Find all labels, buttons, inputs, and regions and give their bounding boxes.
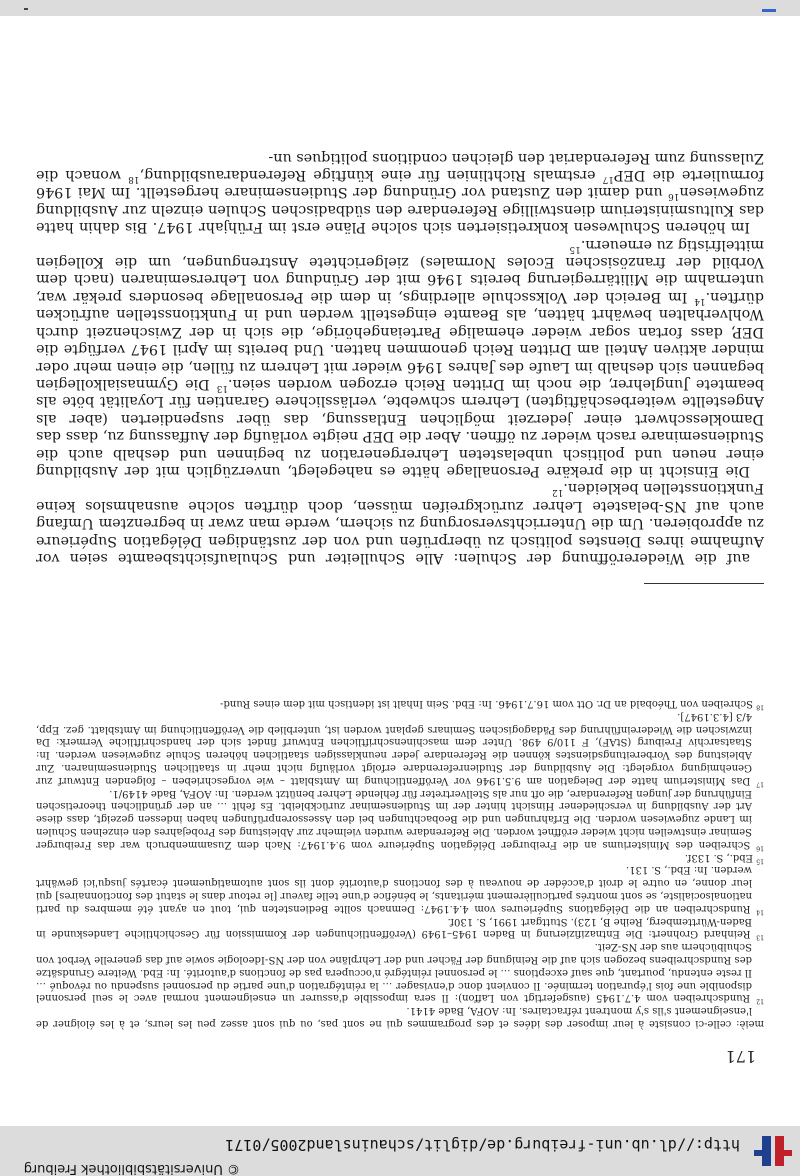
footnote-text: Das Ministerium hatte der Delegation am 9.5.1946 vor Veröffentlichung im Amtsblatt – wie vorgeschrieben – folgenden Entwurf zur Genehmigung vorgelegt: Die Ausbildung der Studienreferendare erfolgt vorläufig nicht mehr in staatlichen Studienseminaren. Zur Ableistung des Vorbereitungsdienstes können die Referendare jeder neunklassigen staatlichen höheren Schule zugewiesen werden. In: Staatsarchiv Freiburg (StAF), F 110/9 498. Unter dem maschinenschriftlichen Entwurf findet sich der handschriftliche Vermerk: Da inzwischen die Wiedereinführung des Pädagogischen Seminars geplant worden ist, unterblieb die Veröffentlichung im Amtsblatt. gez. Epp, 4/3 [4.3.1947].	[36, 710, 752, 786]
footnote	[36, 863, 764, 916]
paragraph-text: auf die Wiedereröffnung der Schulen: Alle Schulleiter und Schulaufsichtsbeamte seien vor Aufnahme ihres Dienstes politisch zu überprüfen und von der zuständigen Délégation Supérieure zu approbieren. Um die Unterrichtsversorgung zu sichern, werde man zwar in begrenztem Umfang auch auf NS-belastete Lehrer zurückgreifen müssen, doch dürften solche ausnahmslos keine Funktionsstellen bekleiden.	[36, 480, 764, 566]
footnote-text: Schreiben des Ministeriums an die Freiburger Délégation Supérieure vom 9.4.1947: Nach dem Zusammenbruch war das Freiburger Seminar einstweilen nicht wieder eröffnet worden. Die Referendare wurden vielmehr zur Ableistung des Probejahres den einzelnen Schulen im Lande zugewiesen worden. Die Erfahrungen und die Beobachtungen bei den Assessorenprüfungen haben indessen gezeigt, dass diese Art der Ausbildung in verschiedener Hinsicht hinter der im Studienseminar zurückbleibt. Es fehlt … an der gründlichen theoretischen Einführung der jungen Referendare, die oft nur als Stellvertreter für fehlende Lehrer benützt werden. In: AOFA, Bade 4149/1.	[36, 787, 752, 850]
footnote-separator	[644, 583, 764, 584]
viewer-footer	[0, 0, 800, 16]
footnote	[36, 850, 764, 864]
footnote-number: 13	[756, 933, 764, 941]
paragraph-text: erstmals Richtlinien für eine künftige Referendarausbildung,	[139, 167, 603, 184]
footnote-ref: 17	[602, 173, 614, 184]
footnote	[36, 696, 764, 711]
footnote-number: 17	[756, 780, 764, 788]
paragraph-text: Im Bereich der Volksschule allerdings, in dem die Personallage besonders prekär war, unternahm die Militärregierung bereits 1946 mit der Gründung von Lehrerseminaren (nach dem Vorbild der französischen Ecoles Normales) zielgerichtete Anstrengungen, um die Kollegien mittelfristig zu erneuern.	[36, 236, 764, 305]
library-logo-icon	[752, 1134, 792, 1168]
body-paragraph	[36, 479, 764, 566]
footnote-text: Reinhard Grohnert: Die Entnazifizierung in Baden 1945–1949 (Veröffentlichungen der Kommission für Geschichtliche Landeskunde in Baden-Württemberg, Reihe B, 123). Stuttgart 1991, S. 130f.	[36, 915, 752, 940]
footnote-number: 15	[756, 856, 764, 864]
footnote-ref: 18	[128, 173, 140, 184]
paragraph-text: Im höheren Schulwesen konkretisierten sich solche Pläne erst im Frühjahr 1947. Bis dahin hatte das Kultusministerium dienstwillige Referendare den südbadischen Schulen einzeln zur Ausbildung zugewiesen	[36, 184, 764, 236]
footnote-text: meiè: celle-ci consiste à leur imposer des idées et des programmes qui ne sont pas, ou qui sont assez peu les leurs, et à les éloigner de l'enseignement s'ils s'y montrent réfractaires. In: AOFA, Bade 4141.	[36, 1005, 764, 1029]
footnote-number: 18	[756, 703, 764, 711]
body-paragraph	[36, 235, 764, 479]
footnote-text: Rundschreiben an die Délégations Supérieures vom 4.4.1947: Demnach sollte Bediensteten qui, tout en ayant été membres du parti nationalsocialiste, se sont montrés particulièrement méritants, le bénéfice d'une telle faveur [le retour dans le statut des fonctionnaires] qui leur donne, en outre le droit d'accéder de nouveau à des fonctions d'autorité dont ils sont automatiquement écartés jusqu'ici gewährt werden. In: Ebd., S. 131.	[36, 864, 752, 914]
footnote-text: Rundschreiben vom 4.7.1945 (ausgefertigt von Laffon): Il sera impossible d'assurer un enseignement normal avec le seul personnel disponible une fois l'épuration terminée. Il convient donc d'envisager … la réintégration d'une partie du personnel suspendu ou révoqué … Il reste entendu, pourtant, que sauf exceptions … le personnel réintégré n'occupera pas de fonctions d'autorité. In: Ebd. Weitere Grundsätze des Rundschreibens bezogen sich auf die Reinigung der Fächer und der Lehrpläne von der NS-Ideologie sowie auf das generelle Verbot von Schulbüchern aus der NS-Zeit.	[35, 941, 752, 1004]
footnote-text: Schreiben von Théobald an Dr. Ott vom 16.7.1946. In: Ebd. Sein Inhalt ist identisch mit dem eines Rund-	[220, 698, 753, 710]
footnote	[36, 914, 764, 941]
body-text	[36, 148, 764, 566]
page-number: 171	[725, 1047, 756, 1066]
footnote	[36, 709, 764, 788]
footnotes	[36, 696, 764, 1029]
footnote-ref: 16	[668, 191, 680, 202]
footnote-number: 14	[756, 908, 764, 916]
paragraph-text: wonach die Zulassung zum Referendariat den gleichen conditions politiques un-	[36, 149, 764, 184]
body-paragraph	[36, 148, 764, 235]
footer-dash	[24, 8, 28, 10]
footnote-ref: 15	[569, 243, 581, 254]
copyright-institution: © Universitätsbibliothek Freiburg	[23, 1161, 240, 1176]
paragraph-text: und damit den Zustand vor Gründung der Studienseminare hergestellt. Im Mai 1946 formulierte die DEP	[36, 167, 764, 201]
document-page	[0, 16, 800, 1126]
footnote-number: 16	[756, 844, 764, 852]
footnote-ref: 12	[552, 487, 564, 498]
footer-mark	[762, 9, 776, 12]
footnote-number: 12	[756, 997, 764, 1005]
footnote	[36, 1003, 764, 1029]
paragraph-text: Die Gymnasialkollegien begannen sich deshalb im Laufe des Jahres 1946 wieder mit Lehrern zu füllen, die einen mehr oder minder aktiven Anteil am Dritten Reich genommen hatten. Und bereits im April 1947 verfügte die DEP, dass fortan sogar wieder ehemalige Parteiangehörige, die sich in der Zwischenzeit durch Wohlverhalten bewährt hätten, als Beamte eingestellt werden und in Funktionsstellen aufrücken dürften.	[36, 288, 764, 392]
paragraph-text: Die Einsicht in die prekäre Personallage hätte es nahegelegt, unverzüglich mit der Ausbildung einer neuen und politisch unbelasteten Lehrergeneration zu beginnen und deshalb auch die Studienseminare rasch wieder zu öffnen. Aber die DEP neigte vorläufig der Auffassung zu, dass das Damoklesschwert einer jederzeit möglichen Entlassung, das über suspendierten (aber als Angestellte weiterbeschäftigten) Lehrern schwebte, verlässlichere Garantien für Loyalität böte als beamtete Junglehrer, die noch im Dritten Reich erzogen worden seien.	[36, 375, 764, 479]
footnote-ref: 13	[216, 382, 228, 393]
viewer-header	[0, 1126, 800, 1176]
source-url[interactable]: http://dl.ub.uni-freiburg.de/diglit/schauinsland2005/0171	[225, 1136, 740, 1154]
footnote	[36, 786, 764, 852]
footnote-text: Ebd., S. 133f.	[684, 851, 753, 863]
footnote-ref: 14	[694, 295, 706, 306]
footnote	[35, 939, 764, 1005]
